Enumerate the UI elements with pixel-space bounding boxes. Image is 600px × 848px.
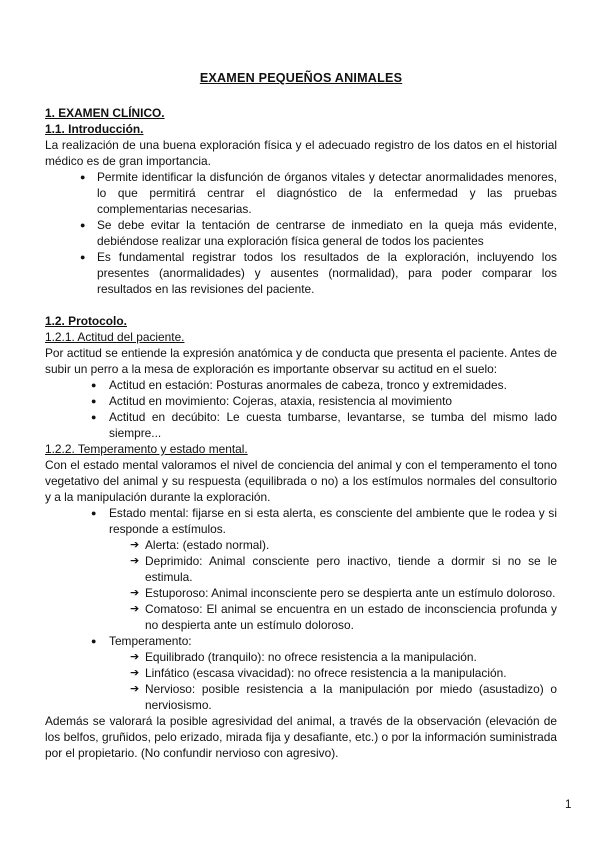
bullet-icon: ● <box>80 172 86 182</box>
subsection-heading-protocolo: 1.2. Protocolo. <box>45 314 127 328</box>
temperamento-arrow-list <box>45 649 557 713</box>
intro-bullet-list <box>45 169 557 297</box>
subsection-heading-temperamento: 1.2.2. Temperamento y estado mental. <box>45 442 248 456</box>
list-item <box>45 649 557 665</box>
subsection-heading-actitud: 1.2.1. Actitud del paciente. <box>45 330 185 344</box>
temperamento-paragraph: Con el estado mental valoramos el nivel de conciencia del animal y con el temperamento el tono vegetativo del animal y su respuesta (equilibrada o no) a los estímulos normales del consultorio y a la manipulación durante la exploración. <box>45 458 557 504</box>
closing-paragraph: Además se valorará la posible agresividad del animal, a través de la observación (elevación de los belfos, gruñidos, pelo erizado, mirada fija y desafiante, etc.) o por la información suministrada por el propietario. (No confundir nervioso con agresivo). <box>45 714 557 760</box>
list-item-text: Temperamento: <box>109 634 192 648</box>
list-item <box>45 409 557 441</box>
list-item-text: Estado mental: fijarse en si esta alerta, es consciente del ambiente que le rodea y si responde a estímulos. <box>109 506 557 536</box>
intro-paragraph: La realización de una buena exploración física y el adecuado registro de los datos en el historial médico es de gran importancia. <box>45 138 557 168</box>
bullet-icon: ● <box>91 396 97 406</box>
document-title: EXAMEN PEQUEÑOS ANIMALES <box>199 71 403 85</box>
actitud-paragraph: Por actitud se entiende la expresión anatómica y de conducta que presenta el paciente. Antes de subir un perro a la mesa de exploración es importante observar su actitud en el suelo: <box>45 346 557 376</box>
temperamento-label-list <box>45 633 557 649</box>
list-item-text: Deprimido: Animal consciente pero inactivo, tiende a dormir si no se le estimula. <box>145 554 557 584</box>
bullet-icon: ● <box>91 636 97 646</box>
list-item <box>45 537 557 553</box>
list-item-text: Actitud en estación: Posturas anormales de cabeza, tronco y extremidades. <box>109 378 507 392</box>
list-item-text: Actitud en movimiento: Cojeras, ataxia, resistencia al movimiento <box>109 394 452 408</box>
section-heading-examen-clinico: 1. EXAMEN CLÍNICO. <box>45 106 165 120</box>
list-item <box>45 665 557 681</box>
list-item-text: Permite identificar la disfunción de órganos vitales y detectar anormalidades menores, lo que permitirá centrar el diagnóstico de la enfermedad y las pruebas complementarias necesarias. <box>97 170 557 216</box>
list-item-text: Alerta: (estado normal). <box>145 538 270 552</box>
list-item <box>45 601 557 633</box>
spacer <box>45 297 557 313</box>
list-item-text: Es fundamental registrar todos los resultados de la exploración, incluyendo los presentes (anormalidades) y ausentes (normalidad), para poder comparar los resultados en las revisiones del paciente. <box>97 250 557 296</box>
page-number: 1 <box>565 799 572 811</box>
arrow-right-icon: ➔ <box>130 651 140 663</box>
list-item-text: Comatoso: El animal se encuentra en un estado de inconsciencia profunda y no despierta ante un estímulo doloroso. <box>145 602 557 632</box>
list-item <box>45 553 557 585</box>
actitud-bullet-list <box>45 377 557 441</box>
bullet-icon: ● <box>91 412 97 422</box>
list-item <box>45 377 557 393</box>
arrow-right-icon: ➔ <box>130 667 140 679</box>
arrow-right-icon: ➔ <box>130 683 140 695</box>
bullet-icon: ● <box>91 508 97 518</box>
bullet-icon: ● <box>80 220 86 230</box>
list-item <box>45 169 557 217</box>
list-item <box>45 633 557 649</box>
document-body <box>45 105 557 761</box>
list-item-text: Equilibrado (tranquilo): no ofrece resistencia a la manipulación. <box>145 650 477 664</box>
arrow-right-icon: ➔ <box>130 539 140 551</box>
list-item-text: Se debe evitar la tentación de centrarse de inmediato en la queja más evidente, debiéndose realizar una exploración física general de todos los pacientes <box>97 218 557 248</box>
list-item <box>45 249 557 297</box>
arrow-right-icon: ➔ <box>130 587 140 599</box>
estado-mental-arrow-list <box>45 537 557 633</box>
list-item-text: Estuporoso: Animal inconsciente pero se despierta ante un estímulo doloroso. <box>145 586 556 600</box>
bullet-icon: ● <box>91 380 97 390</box>
list-item-text: Nervioso: posible resistencia a la manipulación por miedo (asustadizo) o nerviosismo. <box>145 682 557 712</box>
list-item <box>45 681 557 713</box>
list-item <box>45 393 557 409</box>
list-item-text: Linfático (escasa vivacidad): no ofrece resistencia a la manipulación. <box>145 666 507 680</box>
temperamento-bullet-list <box>45 505 557 537</box>
list-item-text: Actitud en decúbito: Le cuesta tumbarse, levantarse, se tumba del mismo lado siempre... <box>109 410 557 440</box>
list-item <box>45 585 557 601</box>
arrow-right-icon: ➔ <box>130 555 140 567</box>
list-item <box>45 505 557 537</box>
subsection-heading-introduccion: 1.1. Introducción. <box>45 122 144 136</box>
arrow-right-icon: ➔ <box>130 603 140 615</box>
bullet-icon: ● <box>80 252 86 262</box>
list-item <box>45 217 557 249</box>
